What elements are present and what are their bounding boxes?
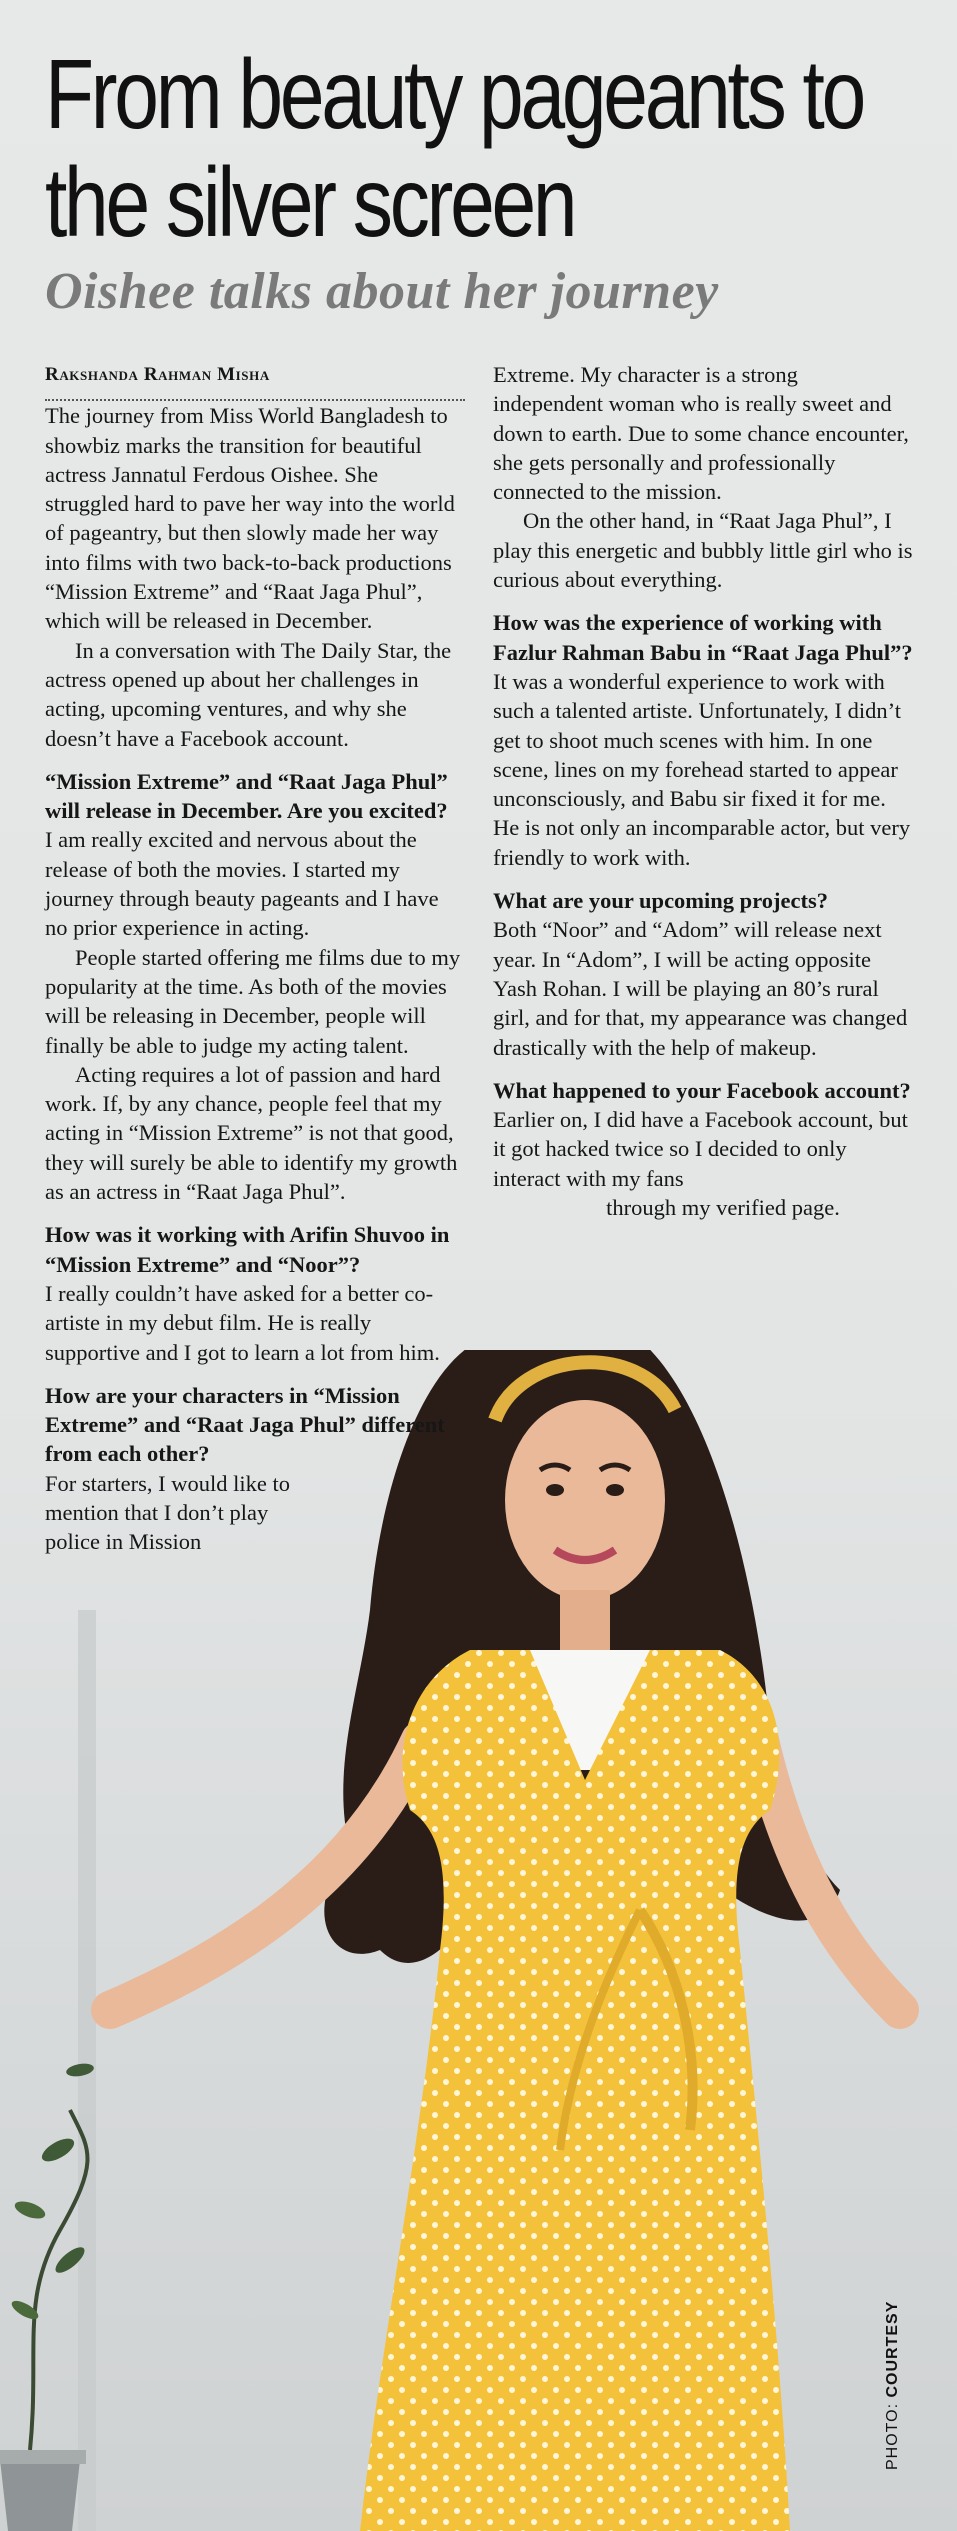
answer-paragraph: People started offering me films due to my popularity at the time. As both of the movies will be releasing in December, people will finally be able to judge my acting talent. [45,944,461,1058]
answer-paragraph: On the other hand, in “Raat Jaga Phul”, I play this energetic and bubbly little girl who is curious about everything. [493,508,913,593]
question: What are your upcoming projects? [493,888,828,914]
answer-paragraph: It was a wonderful experience to work with such a talented artiste. Unfortunately, I didn’t get to shoot much scenes with him. In one scene, lines on my forehead started to appear unconsciously, and Babu sir fixed it for me. He is not only an incomparable actor, but very friendly to work with. [493,668,911,870]
article-column-left [45,360,465,1557]
photo-credit-value: COURTESY [884,2300,901,2398]
subhead: Oishee talks about her journey [45,263,719,320]
answer-paragraph: I really couldn’t have asked for a better co-artiste in my debut film. He is really supportive and I got to learn a lot from him. [45,1280,440,1365]
intro-paragraph: The journey from Miss World Bangladesh to showbiz marks the transition for beautiful actress Jannatul Ferdous Oishee. She struggled hard to pave her way into the world of pageantry, but then slowly made her way into films with two back-to-back productions “Mission Extreme” and “Raat Jaga Phul”, which will be released in December. [45,403,455,634]
answer-paragraph: through my verified page. [606,1195,840,1221]
headline: From beauty pageants to the silver screen [45,39,863,257]
answer-paragraph: I am really excited and nervous about the release of both the movies. I started my journey through beauty pageants and I have no prior experience in acting. [45,827,439,941]
question: How was it working with Arifin Shuvoo in “Mission Extreme” and “Noor”? [45,1222,450,1277]
photo-credit-label: PHOTO: [884,2402,901,2470]
photo-credit [884,2301,902,2470]
question: “Mission Extreme” and “Raat Jaga Phul” will release in December. Are you excited? [45,768,448,824]
byline: Rakshanda Rahman Misha [45,360,465,401]
answer-paragraph: Extreme. My character is a strong independent woman who is really sweet and down to earth. Due to some chance encounter, she gets personally and professionally connected to the mission. [493,362,909,505]
question: How was the experience of working with Fazlur Rahman Babu in “Raat Jaga Phul”? [493,610,913,665]
answer-paragraph: For starters, I would like to mention that I don’t play police in Mission [45,1470,290,1555]
question: What happened to your Facebook account? [493,1077,911,1103]
question: How are your characters in “Mission Extreme” and “Raat Jaga Phul” different from each other? [45,1382,445,1467]
answer-paragraph: Acting requires a lot of passion and hard work. If, by any chance, people feel that my acting in “Mission Extreme” is not that good, they will surely be able to identify my growth as an actress in “Raat Jaga Phul”. [45,1061,458,1205]
article-column-right [493,360,913,1222]
intro-paragraph: In a conversation with The Daily Star, the actress opened up about her challenges in acting, upcoming ventures, and why she doesn’t have a Facebook account. [45,637,452,751]
answer-paragraph: Earlier on, I did have a Facebook account, but it got hacked twice so I decided to only interact with my fans [493,1107,908,1191]
answer-paragraph: Both “Noor” and “Adom” will release next year. In “Adom”, I will be acting opposite Yash Rohan. I will be playing an 80’s rural girl, and for that, my appearance was changed drastically with the help of makeup. [493,917,908,1060]
